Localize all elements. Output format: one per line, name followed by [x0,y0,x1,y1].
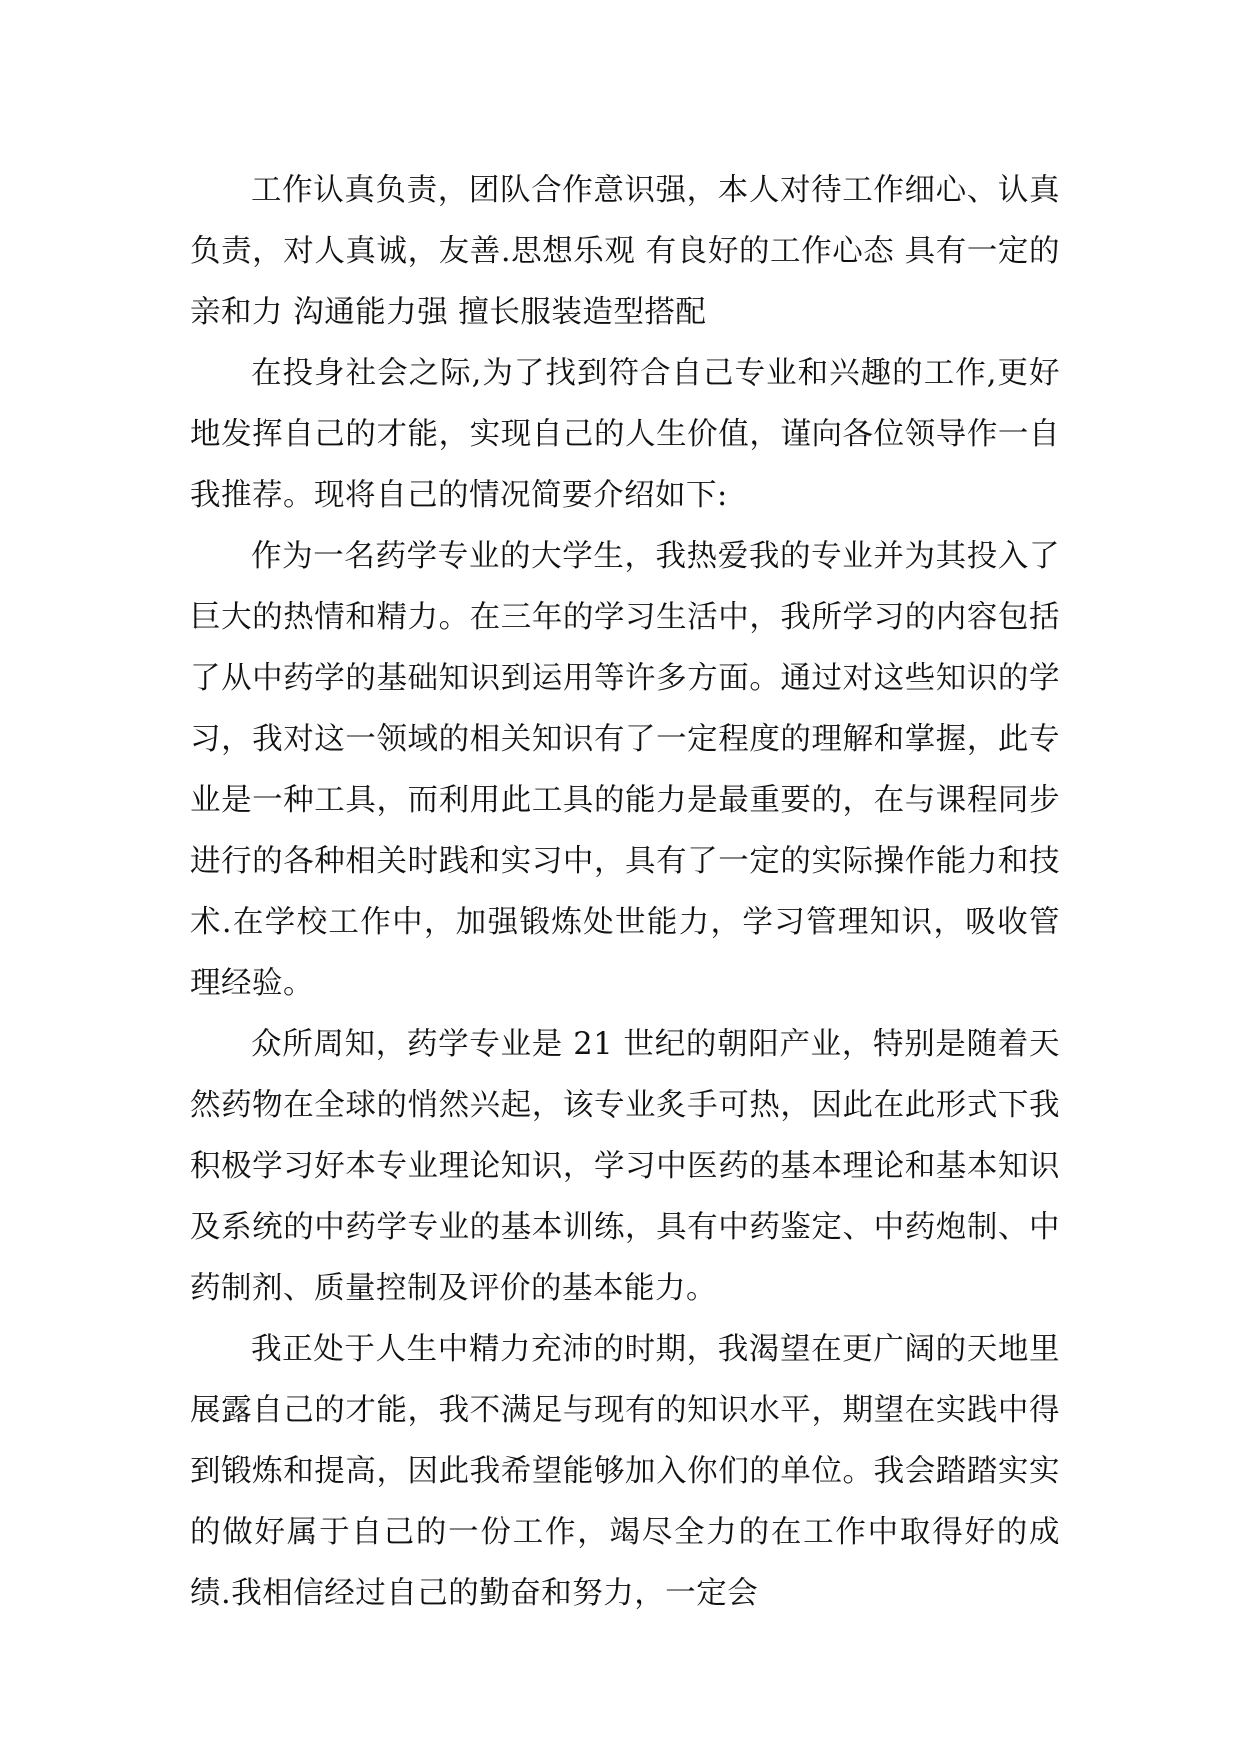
paragraph-self-recommendation: 在投身社会之际,为了找到符合自己专业和兴趣的工作,更好地发挥自己的才能，实现自己的人生价值，谨向各位领导作一自我推荐。现将自己的情况简要介绍如下: [190,356,1060,513]
paragraph-pharmacy-study: 作为一名药学专业的大学生，我热爱我的专业并为其投入了巨大的热情和精力。在三年的学习生活中，我所学习的内容包括了从中药学的基础知识到运用等许多方面。通过对这些知识的学习，我对这一领域的相关知识有了一定程度的理解和掌握，此专业是一种工具，而利用此工具的能力是最重要的，在与课程同步进行的各种相关时践和实习中，具有了一定的实际操作能力和技术.在学校工作中，加强锻炼处世能力，学习管理知识，吸收管理经验。 [190,539,1060,1001]
paragraph-aspiration: 我正处于人生中精力充沛的时期，我渴望在更广阔的天地里展露自己的才能，我不满足与现有的知识水平，期望在实践中得到锻炼和提高，因此我希望能够加入你们的单位。我会踏踏实实的做好属于自己的一份工作，竭尽全力的在工作中取得好的成绩.我相信经过自己的勤奋和努力，一定会 [190,1332,1060,1611]
paragraph-industry-outlook: 众所周知，药学专业是 21 世纪的朝阳产业，特别是随着天然药物在全球的悄然兴起，该专业炙手可热，因此在此形式下我积极学习好本专业理论知识，学习中医药的基本理论和基本知识及系统的中药学专业的基本训练，具有中药鉴定、中药炮制、中药制剂、质量控制及评价的基本能力。 [190,1027,1060,1306]
document-body [190,160,1060,1624]
paragraph-work-attitude: 工作认真负责，团队合作意识强，本人对待工作细心、认真负责，对人真诚，友善.思想乐观 有良好的工作心态 具有一定的亲和力 沟通能力强 擅长服装造型搭配 [190,173,1060,330]
